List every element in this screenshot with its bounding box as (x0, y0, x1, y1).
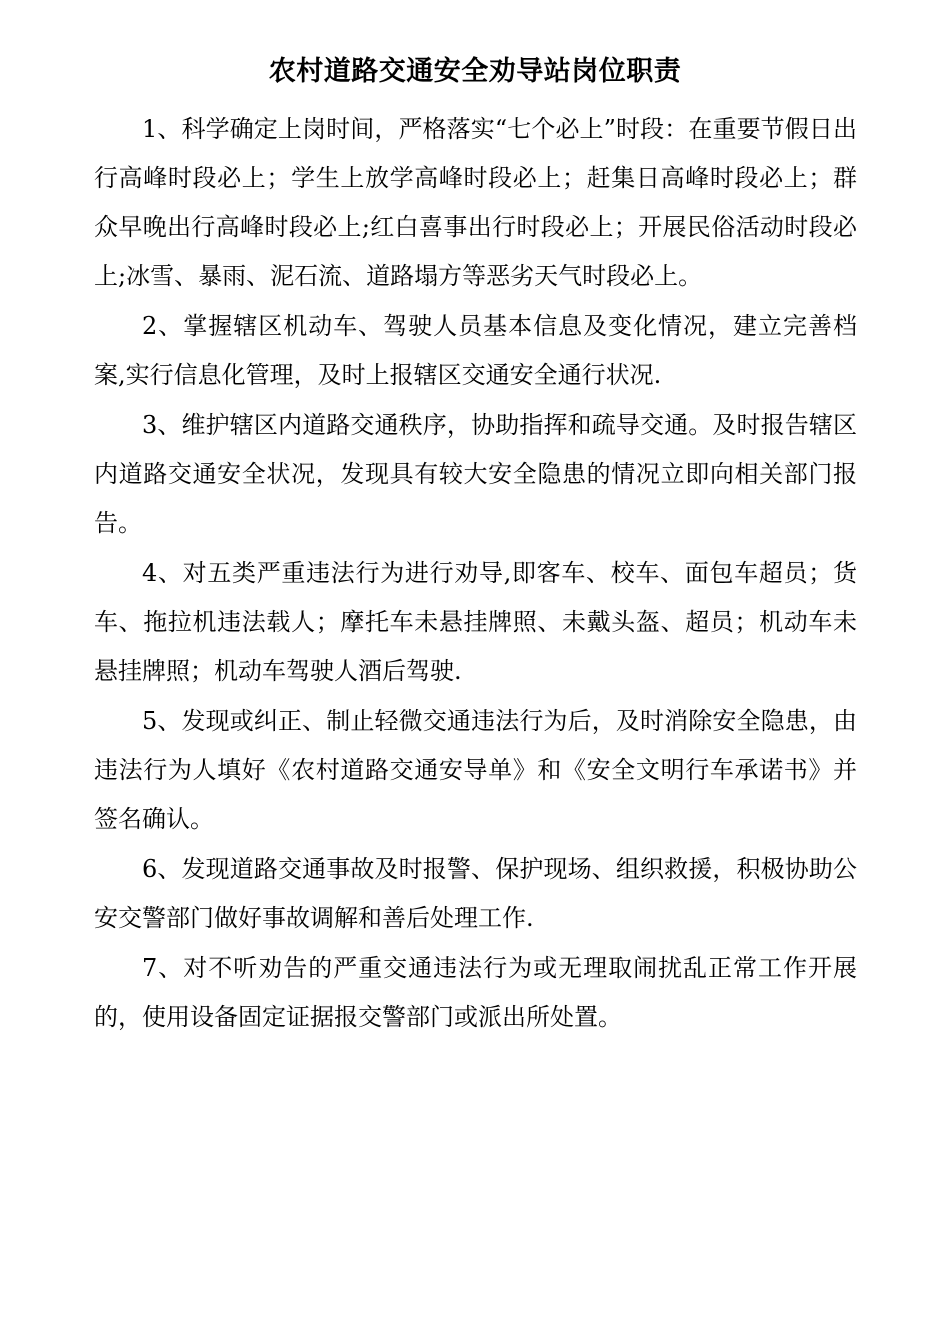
duty-paragraph-5: 5、发现或纠正、制止轻微交通违法行为后，及时消除安全隐患，由违法行为人填好《农村道路交通安导单》和《安全文明行车承诺书》并签名确认。 (94, 707, 857, 833)
duty-paragraph-1: 1、科学确定上岗时间，严格落实“七个必上”时段：在重要节假日出行高峰时段必上；学生上放学高峰时段必上；赶集日高峰时段必上；群众早晚出行高峰时段必上;红白喜事出行时段必上；开展民俗活动时段必上;冰雪、暴雨、泥石流、道路塌方等恶劣天气时段必上。 (94, 115, 857, 290)
duty-paragraph-6: 6、发现道路交通事故及时报警、保护现场、组织救援，积极协助公安交警部门做好事故调解和善后处理工作. (94, 855, 857, 932)
duty-paragraph-7: 7、对不听劝告的严重交通违法行为或无理取闹扰乱正常工作开展的，使用设备固定证据报交警部门或派出所处置。 (94, 954, 857, 1031)
document-body (94, 105, 857, 1042)
duty-paragraph-4: 4、对五类严重违法行为进行劝导,即客车、校车、面包车超员；货车、拖拉机违法载人；摩托车未悬挂牌照、未戴头盔、超员；机动车未悬挂牌照；机动车驾驶人酒后驾驶. (94, 559, 857, 685)
document-title: 农村道路交通安全劝导站岗位职责 (268, 56, 682, 87)
duty-paragraph-3: 3、维护辖区内道路交通秩序，协助指挥和疏导交通。及时报告辖区内道路交通安全状况，发现具有较大安全隐患的情况立即向相关部门报告。 (94, 411, 857, 537)
duty-paragraph-2: 2、掌握辖区机动车、驾驶人员基本信息及变化情况，建立完善档案,实行信息化管理，及时上报辖区交通安全通行状况. (94, 312, 857, 389)
